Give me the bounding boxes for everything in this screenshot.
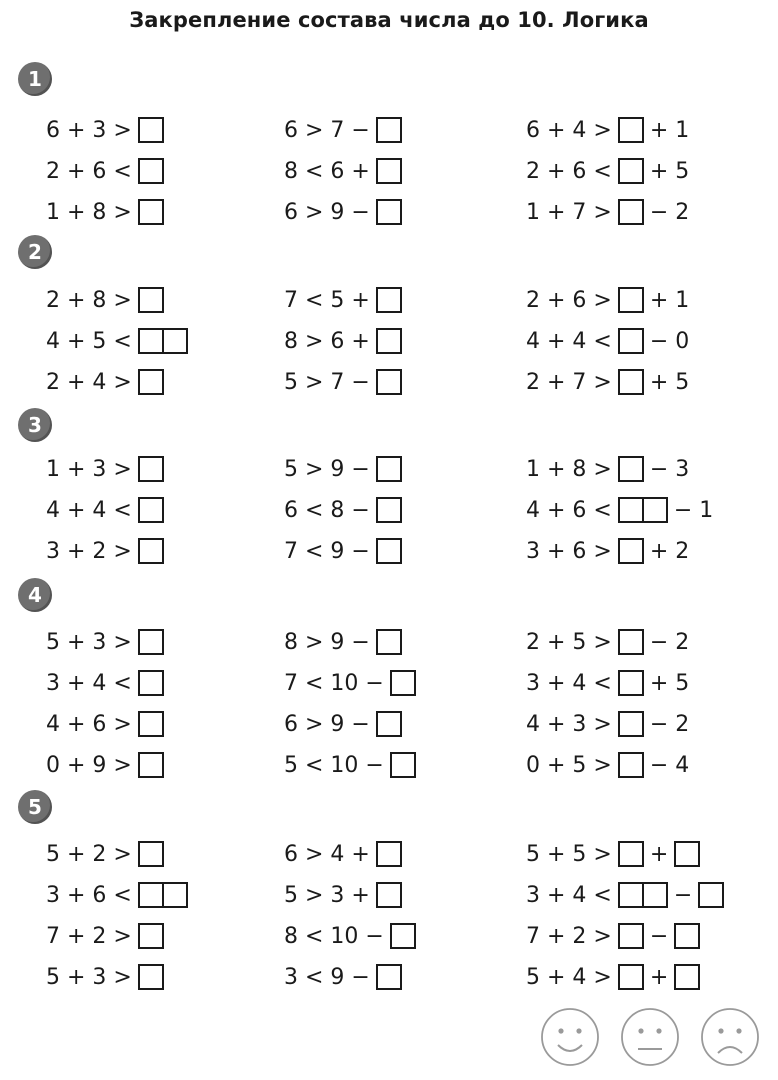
answer-box[interactable]: [376, 287, 402, 313]
answer-box[interactable]: [390, 670, 416, 696]
inequality-expression: 3 + 6 >: [526, 538, 612, 564]
inequality-expression: 5 < 10 −: [284, 752, 384, 778]
answer-box[interactable]: [376, 882, 402, 908]
inequality-expression: 7 < 9 −: [284, 538, 370, 564]
inequality-suffix: + 5: [649, 369, 690, 395]
answer-box[interactable]: [138, 964, 164, 990]
inequality-row: [526, 961, 700, 993]
inequality-suffix: −: [649, 923, 669, 949]
inequality-suffix: − 2: [649, 711, 690, 737]
inequality-row: [46, 667, 164, 699]
answer-box[interactable]: [376, 199, 402, 225]
answer-box[interactable]: [376, 497, 402, 523]
inequality-expression: 5 > 3 +: [284, 882, 370, 908]
inequality-row: [46, 920, 164, 952]
inequality-expression: 0 + 9 >: [46, 752, 132, 778]
inequality-expression: 8 > 9 −: [284, 629, 370, 655]
inequality-row: [46, 114, 164, 146]
inequality-expression: 2 + 7 >: [526, 369, 612, 395]
answer-box[interactable]: [376, 964, 402, 990]
answer-box[interactable]: [138, 882, 164, 908]
inequality-expression: 1 + 8 >: [526, 456, 612, 482]
inequality-row: [46, 494, 164, 526]
inequality-row: [526, 708, 689, 740]
inequality-row: [284, 879, 402, 911]
inequality-suffix: + 1: [649, 287, 690, 313]
answer-box[interactable]: [138, 158, 164, 184]
inequality-row: [284, 626, 402, 658]
inequality-expression: 4 + 6 <: [526, 497, 612, 523]
answer-box[interactable]: [618, 841, 644, 867]
inequality-row: [526, 155, 689, 187]
inequality-expression: 4 + 3 >: [526, 711, 612, 737]
inequality-row: [284, 749, 416, 781]
answer-box[interactable]: [674, 841, 700, 867]
answer-box[interactable]: [138, 369, 164, 395]
inequality-expression: 2 + 6 >: [526, 287, 612, 313]
inequality-suffix: +: [649, 964, 669, 990]
inequality-expression: 6 > 4 +: [284, 841, 370, 867]
inequality-row: [46, 535, 164, 567]
answer-box[interactable]: [618, 287, 644, 313]
inequality-expression: 3 + 4 <: [46, 670, 132, 696]
inequality-row: [526, 667, 689, 699]
inequality-expression: 6 + 4 >: [526, 117, 612, 143]
inequality-row: [526, 453, 689, 485]
inequality-row: [46, 838, 164, 870]
inequality-suffix: +: [649, 841, 669, 867]
inequality-row: [526, 626, 689, 658]
answer-box[interactable]: [138, 670, 164, 696]
sad-face-icon[interactable]: [700, 1007, 760, 1067]
answer-box[interactable]: [390, 752, 416, 778]
answer-box[interactable]: [618, 199, 644, 225]
answer-box[interactable]: [618, 328, 644, 354]
inequality-expression: 7 + 2 >: [526, 923, 612, 949]
inequality-row: [526, 879, 724, 911]
inequality-row: [284, 494, 402, 526]
inequality-expression: 4 + 4 <: [46, 497, 132, 523]
inequality-expression: 8 > 6 +: [284, 328, 370, 354]
inequality-suffix: − 2: [649, 199, 690, 225]
inequality-row: [284, 961, 402, 993]
answer-box[interactable]: [618, 964, 644, 990]
exercise-number-badge: 2: [18, 235, 52, 269]
answer-box[interactable]: [618, 923, 644, 949]
answer-box[interactable]: [138, 456, 164, 482]
answer-box[interactable]: [376, 369, 402, 395]
inequality-row: [284, 708, 402, 740]
page-title: Закрепление состава числа до 10. Логика: [129, 8, 649, 32]
inequality-suffix: + 5: [649, 158, 690, 184]
inequality-row: [284, 838, 402, 870]
answer-box[interactable]: [138, 328, 164, 354]
inequality-suffix: −: [673, 882, 693, 908]
inequality-expression: 3 < 9 −: [284, 964, 370, 990]
answer-box[interactable]: [618, 670, 644, 696]
answer-box[interactable]: [618, 711, 644, 737]
inequality-row: [284, 535, 402, 567]
answer-box[interactable]: [618, 882, 644, 908]
inequality-row: [284, 196, 402, 228]
inequality-expression: 7 < 10 −: [284, 670, 384, 696]
inequality-row: [46, 961, 164, 993]
inequality-row: [284, 920, 416, 952]
answer-box[interactable]: [674, 964, 700, 990]
answer-box[interactable]: [376, 328, 402, 354]
inequality-expression: 1 + 7 >: [526, 199, 612, 225]
inequality-expression: 7 < 5 +: [284, 287, 370, 313]
inequality-expression: 5 > 9 −: [284, 456, 370, 482]
answer-box[interactable]: [138, 497, 164, 523]
inequality-expression: 3 + 4 <: [526, 670, 612, 696]
answer-box[interactable]: [618, 456, 644, 482]
inequality-expression: 6 > 7 −: [284, 117, 370, 143]
inequality-expression: 7 + 2 >: [46, 923, 132, 949]
inequality-row: [284, 325, 402, 357]
inequality-expression: 3 + 2 >: [46, 538, 132, 564]
answer-box[interactable]: [376, 456, 402, 482]
inequality-expression: 3 + 4 <: [526, 882, 612, 908]
inequality-row: [526, 749, 689, 781]
inequality-expression: 5 + 3 >: [46, 964, 132, 990]
answer-box[interactable]: [642, 882, 668, 908]
inequality-row: [46, 453, 164, 485]
inequality-row: [46, 626, 164, 658]
inequality-row: [526, 284, 689, 316]
inequality-suffix: − 0: [649, 328, 690, 354]
exercise-number-badge: 1: [18, 62, 52, 96]
answer-box[interactable]: [138, 923, 164, 949]
inequality-expression: 5 > 7 −: [284, 369, 370, 395]
answer-box[interactable]: [138, 711, 164, 737]
inequality-row: [46, 749, 164, 781]
inequality-expression: 5 + 3 >: [46, 629, 132, 655]
answer-box[interactable]: [376, 538, 402, 564]
answer-box[interactable]: [642, 497, 668, 523]
answer-box[interactable]: [138, 199, 164, 225]
exercise-number-badge: 3: [18, 408, 52, 442]
answer-box[interactable]: [698, 882, 724, 908]
inequality-expression: 6 > 9 −: [284, 199, 370, 225]
inequality-row: [526, 494, 713, 526]
inequality-row: [284, 284, 402, 316]
inequality-row: [284, 366, 402, 398]
answer-box[interactable]: [138, 752, 164, 778]
answer-box[interactable]: [138, 117, 164, 143]
answer-box[interactable]: [618, 752, 644, 778]
answer-box[interactable]: [376, 711, 402, 737]
inequality-expression: 8 < 6 +: [284, 158, 370, 184]
inequality-expression: 5 + 2 >: [46, 841, 132, 867]
inequality-row: [526, 114, 689, 146]
answer-box[interactable]: [618, 117, 644, 143]
inequality-suffix: − 1: [673, 497, 714, 523]
exercise-number-badge: 4: [18, 578, 52, 612]
answer-box[interactable]: [138, 841, 164, 867]
inequality-row: [526, 920, 700, 952]
answer-box[interactable]: [162, 328, 188, 354]
answer-box[interactable]: [618, 629, 644, 655]
answer-box[interactable]: [618, 158, 644, 184]
inequality-expression: 1 + 8 >: [46, 199, 132, 225]
inequality-row: [284, 155, 402, 187]
answer-box[interactable]: [376, 629, 402, 655]
inequality-expression: 2 + 5 >: [526, 629, 612, 655]
inequality-row: [526, 535, 689, 567]
inequality-expression: 6 < 8 −: [284, 497, 370, 523]
inequality-row: [46, 284, 164, 316]
answer-box[interactable]: [618, 497, 644, 523]
answer-box[interactable]: [376, 158, 402, 184]
inequality-suffix: + 1: [649, 117, 690, 143]
answer-box[interactable]: [674, 923, 700, 949]
inequality-expression: 2 + 8 >: [46, 287, 132, 313]
inequality-row: [46, 196, 164, 228]
answer-box[interactable]: [376, 841, 402, 867]
inequality-suffix: + 2: [649, 538, 690, 564]
inequality-row: [526, 325, 689, 357]
inequality-row: [46, 366, 164, 398]
inequality-expression: 5 + 5 >: [526, 841, 612, 867]
inequality-expression: 8 < 10 −: [284, 923, 384, 949]
inequality-row: [284, 453, 402, 485]
inequality-suffix: + 5: [649, 670, 690, 696]
answer-box[interactable]: [138, 287, 164, 313]
inequality-row: [284, 114, 402, 146]
inequality-suffix: − 3: [649, 456, 690, 482]
answer-box[interactable]: [376, 117, 402, 143]
inequality-expression: 6 > 9 −: [284, 711, 370, 737]
answer-box[interactable]: [618, 538, 644, 564]
inequality-row: [46, 879, 188, 911]
inequality-expression: 2 + 6 <: [526, 158, 612, 184]
inequality-expression: 1 + 3 >: [46, 456, 132, 482]
inequality-row: [526, 366, 689, 398]
inequality-row: [46, 708, 164, 740]
inequality-row: [46, 325, 188, 357]
answer-box[interactable]: [162, 882, 188, 908]
inequality-expression: 6 + 3 >: [46, 117, 132, 143]
inequality-expression: 5 + 4 >: [526, 964, 612, 990]
inequality-expression: 2 + 6 <: [46, 158, 132, 184]
inequality-expression: 4 + 5 <: [46, 328, 132, 354]
inequality-expression: 3 + 6 <: [46, 882, 132, 908]
inequality-expression: 4 + 4 <: [526, 328, 612, 354]
happy-face-icon[interactable]: [540, 1007, 600, 1067]
inequality-suffix: − 4: [649, 752, 690, 778]
inequality-expression: 0 + 5 >: [526, 752, 612, 778]
answer-box[interactable]: [618, 369, 644, 395]
inequality-row: [526, 196, 689, 228]
neutral-face-icon[interactable]: [620, 1007, 680, 1067]
answer-box[interactable]: [390, 923, 416, 949]
inequality-row: [284, 667, 416, 699]
answer-box[interactable]: [138, 538, 164, 564]
exercise-number-badge: 5: [18, 790, 52, 824]
answer-box[interactable]: [138, 629, 164, 655]
inequality-row: [46, 155, 164, 187]
inequality-row: [526, 838, 700, 870]
inequality-expression: 4 + 6 >: [46, 711, 132, 737]
inequality-expression: 2 + 4 >: [46, 369, 132, 395]
inequality-suffix: − 2: [649, 629, 690, 655]
